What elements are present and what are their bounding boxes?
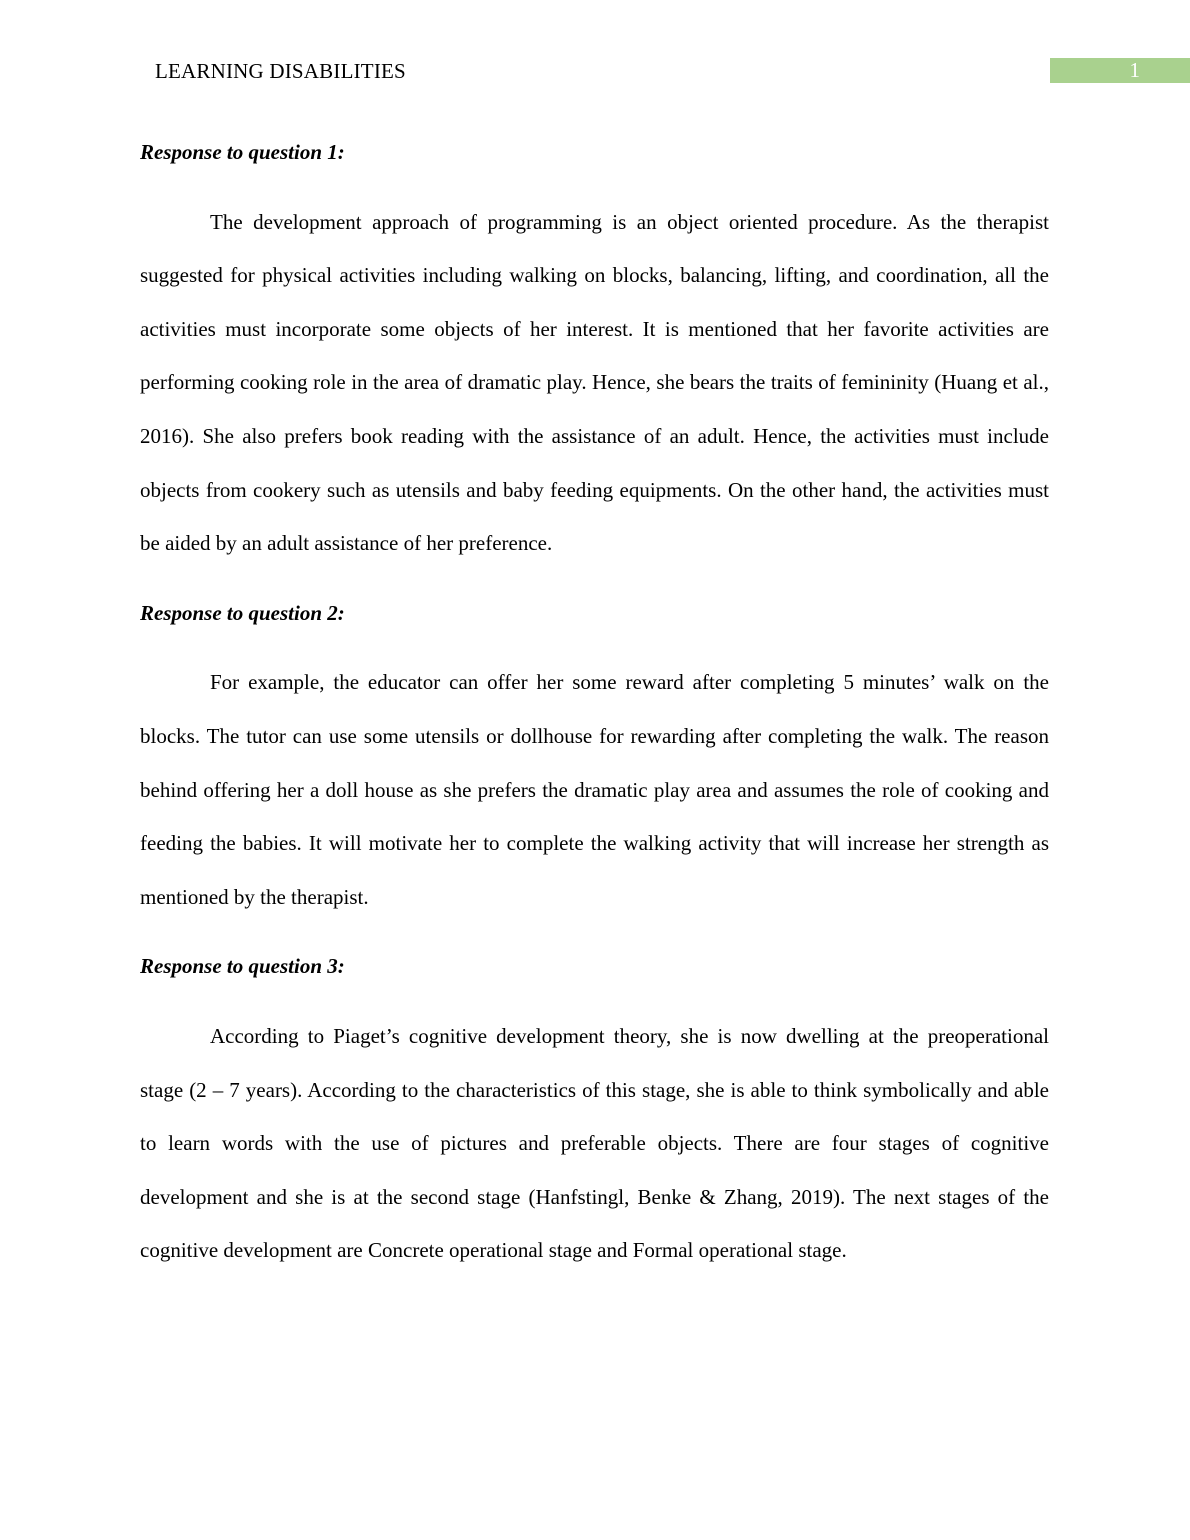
section-paragraph-3: According to Piaget’s cognitive development theory, she is now dwelling at the preoperational stage (2 – 7 years). According to the characteristics of this stage, she is able to think symbolically and able to learn words with the use of pictures and preferable objects. There are four stages of cognitive development and she is at the second stage (Hanfstingl, Benke & Zhang, 2019). The next stages of the cognitive development are Concrete operational stage and Formal operational stage.	[140, 1023, 1049, 1263]
page-number-badge	[1050, 58, 1190, 83]
section-heading-3: Response to question 3:	[140, 954, 345, 979]
section-question-3	[140, 940, 1049, 1278]
page-number: 1	[1129, 58, 1140, 82]
section-question-2	[140, 587, 1049, 925]
document-body	[140, 126, 1049, 1294]
section-heading-2: Response to question 2:	[140, 600, 345, 625]
section-question-1	[140, 126, 1049, 571]
section-paragraph-1: The development approach of programming is an object oriented procedure. As the therapist suggested for physical activities including walking on blocks, balancing, lifting, and coordination, all the activities must incorporate some objects of her interest. It is mentioned that her favorite activities are performing cooking role in the area of dramatic play. Hence, she bears the traits of femininity (Huang et al., 2016). She also prefers book reading with the assistance of an adult. Hence, the activities must include objects from cookery such as utensils and baby feeding equipments. On the other hand, the activities must be aided by an adult assistance of her preference.	[140, 209, 1049, 556]
running-head: LEARNING DISABILITIES	[155, 59, 406, 83]
section-paragraph-2: For example, the educator can offer her some reward after completing 5 minutes’ walk on the blocks. The tutor can use some utensils or dollhouse for rewarding after completing the walk. The reason behind offering her a doll house as she prefers the dramatic play area and assumes the role of cooking and feeding the babies. It will motivate her to complete the walking activity that will increase her strength as mentioned by the therapist.	[140, 670, 1049, 909]
section-heading-1: Response to question 1:	[140, 140, 345, 164]
